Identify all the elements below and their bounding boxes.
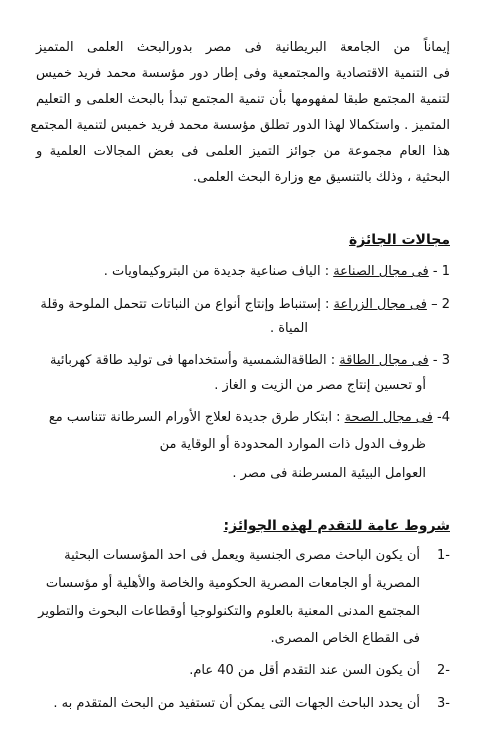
- field-text: : ابتكار طرق جديدة لعلاج الأورام السرطانة تتناسب مع: [48, 410, 345, 425]
- condition-number: -3: [437, 696, 450, 711]
- field-label: فى مجال الطاقة: [339, 353, 429, 368]
- field-continuation: ظروف الدول ذات الموارد المحدودة أو الوقاية من: [159, 437, 426, 452]
- condition-line: أن يحدد الباحث الجهات التى يمكن أن تستفيد من البحث المتقدم به .: [53, 696, 420, 711]
- intro-line: المتميز . واستكمالا لهذا الدور تطلق مؤسسة محمد فريد خميس لتنمية المجتمع: [30, 118, 450, 133]
- item-number: 1 -: [432, 264, 450, 279]
- condition-line: فى القطاع الخاص المصرى.: [270, 631, 420, 646]
- field-continuation: المياة .: [269, 321, 308, 336]
- field-item-agriculture: [40, 297, 450, 312]
- field-continuation: أو تحسين إنتاج مصر من الزيت و الغاز .: [214, 378, 426, 393]
- field-text: : الطاقةالشمسية وأستخدامها فى توليد طاقة كهربائية: [49, 353, 340, 368]
- field-text: : الياف صناعية جديدة من البتروكيماويات .: [103, 264, 334, 279]
- field-label: فى مجال الزراعة: [333, 297, 427, 312]
- conditions-heading: شروط عامة للتقدم لهذه الجوائز:: [223, 518, 450, 534]
- item-number: 2 –: [431, 297, 450, 312]
- condition-line: أن يكون السن عند التقدم أقل من 40 عام.: [189, 663, 420, 678]
- condition-line: المصرية أو الجامعات المصرية الحكومية والخاصة والأهلية أو مؤسسات: [45, 576, 420, 591]
- field-continuation: العوامل البيئية المسرطنة فى مصر .: [232, 466, 426, 481]
- condition-number: -1: [437, 548, 450, 563]
- condition-line: المجتمع المدنى المعنية بالعلوم والتكنولوجيا أوقطاعات البحوث والتطوير: [38, 604, 420, 619]
- condition-line: أن يكون الباحث مصرى الجنسية ويعمل فى احد المؤسسات البحثية: [64, 548, 420, 563]
- item-number: 3 -: [432, 353, 450, 368]
- field-label: فى مجال الصحة: [344, 410, 433, 425]
- field-item-health: [49, 410, 450, 425]
- intro-line: البحثية ، وذلك بالتنسيق مع وزارة البحث العلمى.: [193, 170, 450, 185]
- intro-line: هذا العام مجموعة من جوائز التميز العلمى فى بعض المجالات العلمية و: [36, 144, 450, 159]
- item-number: 4-: [437, 410, 450, 425]
- intro-line: إيماناً من الجامعة البريطانية فى مصر بدورالبحث العلمى المتميز: [36, 40, 450, 55]
- field-label: فى مجال الصناعة: [333, 264, 429, 279]
- field-item-energy: [50, 353, 450, 368]
- field-item-industry: [104, 264, 450, 279]
- condition-number: -2: [437, 663, 450, 678]
- intro-line: لتنمية المجتمع طبقا لمفهومها بأن تنمية المجتمع تبدأ بالبحث العلمى و التعليم: [36, 92, 450, 107]
- field-text: : إستنباط وإنتاج أنواع من النباتات تتحمل الملوحة وقلة: [40, 297, 334, 312]
- intro-line: فى التنمية الاقتصادية والمجتمعية وفى إطار دور مؤسسة محمد فريد خميس: [36, 66, 450, 81]
- fields-heading: مجالات الجائزة: [348, 232, 450, 248]
